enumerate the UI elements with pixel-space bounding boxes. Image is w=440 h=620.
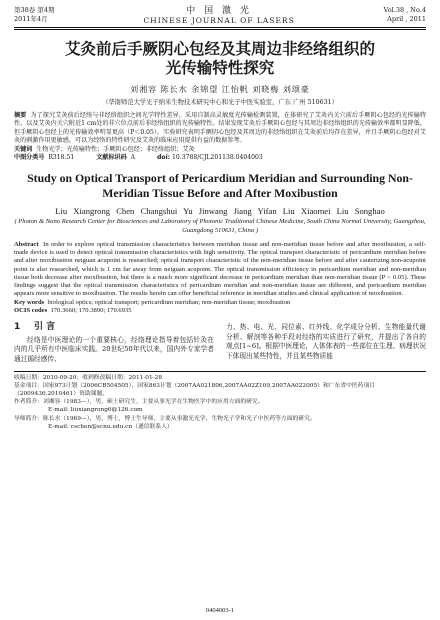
abstract-en: [14, 241, 426, 299]
footnotes: [14, 374, 426, 431]
keywords-cn-label: 关键词: [14, 145, 33, 153]
footnote-rule: [14, 371, 426, 372]
affiliation-en: ( Photon & Nano Research Center for Biosciences and Laboratory of Photonic Traditional Chinese Medicine, South China Normal University, Guangzhou, Guangdong 510631, China ): [14, 218, 426, 235]
affiliation-cn: （华南师范大学光子纳米生物技术研究中心和光子中医实验室，广东 广州 510631）: [102, 99, 338, 106]
date-en: April , 2011: [387, 15, 426, 23]
paper-title-cn: [14, 40, 426, 78]
ocis-text: 170.3660; 170.3890; 170.6935: [50, 307, 132, 314]
footnote-author-bio: 作者简介：刘湘容（1983—），男，硕士研究生，主要从事光学在生物医学中的应用方面的研究。: [14, 399, 264, 406]
doi-value: 10.3788/CJL201138.0404003: [172, 154, 263, 162]
footnote-advisor-email: E-mail: cschen@scnu.edu.cn（通信联系人）: [48, 423, 173, 430]
title-cn-line-1: 艾灸前后手厥阴心包经及其周边非经络组织的: [64, 40, 375, 58]
page-number: 0404003-1: [205, 607, 235, 614]
ocis-label: OCIS codes: [14, 307, 48, 314]
body-column-right: [226, 323, 426, 364]
classification-row: [14, 154, 426, 162]
doi-label: doi:: [157, 154, 171, 162]
ocis-codes: [14, 307, 426, 315]
footnote-funding: 基金项目：国家973计划（2006CB504505）、国家863计划（2007AA021806,2007AA02Z109,2007AA022005）和广东省中医药项目（2009436,2010461）资助课题。: [14, 382, 376, 398]
keywords-cn: [14, 146, 426, 154]
abstract-cn-text: 为了探究艾灸前后经络与非经络组织之间光学特性差异，采用自制高灵敏度光传输检测装置，在体研究了艾灸内关穴前后手厥阴心包经的光传输特性，以及艾灸内关穴附近1 cm处的非穴位点前后非经络组织的光传输特性。结果发现艾灸后手厥阴心包经与其周边非经络组织的光传输效率都明显降低，但手厥阴心包经上的光传输效率明显更高（P＜0.05）。实验研究表明手厥阴心包经及其周边的非经络组织在艾灸前后均存在差异，并且手厥阴心包经对艾灸的刺激作用更敏感，可以为经络的特性研究及艾灸的临床应用提供有益的数据参考。: [14, 112, 427, 145]
running-header: [14, 6, 426, 25]
header-rule: [14, 27, 426, 28]
volume-issue-cn: 第38卷 第4期: [14, 6, 55, 14]
section-heading: [14, 323, 214, 333]
title-cn-line-2: 光传输特性探究: [165, 59, 275, 77]
abstract-cn: [14, 112, 426, 146]
doc-code-value: A: [130, 154, 136, 162]
body-text-left: 经络是中医理论的一个重要核心，经络理论指导着包括针灸在内的几乎所有中医临床实践。20世纪50年代以来，国内外专家学者通过循经感传、: [14, 335, 214, 364]
authors-cn: 刘湘容 陈长水 余锦望 江怡帆 刘晓梅 刘颂豪: [130, 85, 310, 94]
body-text-right: 力、热、电、光、同位素、红外线、化学成分分析、生物能量代谢分析、解剖等各种手段对经络的实质进行了研究，并提出了各自的观点[1~6]。根据中医理论，人体体表的一些部位在生理、病理状况下体现出某些特性，并且某些物质能: [226, 323, 426, 361]
paper-title-en: Study on Optical Transport of Pericardium Meridian and Surrounding Non-Meridian Tissue Before and After Moxibustion: [27, 171, 413, 201]
header-rule-thin: [14, 29, 426, 30]
body-column-left: [14, 323, 214, 364]
body-columns: [14, 323, 426, 364]
volume-issue-en: Vol.38 , No.4: [383, 6, 426, 14]
abstract-en-label: Abstract: [14, 240, 39, 248]
footnote-received: 收稿日期：2010-09-20；收到修改稿日期：2011-01-28: [14, 374, 163, 381]
abstract-cn-label: 摘要: [14, 112, 27, 119]
clc-value: R318.51: [48, 154, 75, 162]
section-number: 1: [14, 322, 21, 333]
clc-label: 中图分类号: [14, 154, 45, 162]
date-cn: 2011年4月: [14, 15, 48, 23]
footnote-author-email: E-mail: liuxiangrong6@126.com: [48, 407, 143, 414]
doc-code-label: 文献标识码: [96, 154, 127, 162]
footnote-advisor-bio: 导师简介：陈长水（1969—），男，博士，博士生导师，主要从事激光光学、生物光子学和光子中医药等方面的研究。: [14, 415, 316, 422]
keywords-en: [14, 299, 426, 307]
keywords-cn-text: 生物光学；光传输特性；手厥阴心包经；非经络组织；艾灸: [36, 145, 195, 153]
section-title: 引 言: [34, 322, 56, 333]
keywords-en-text: biological optics; optical transport; pericardium meridian; non-meridian tissue; moxibustion: [47, 298, 291, 306]
journal-title-cn: 中 国 激 光: [186, 6, 252, 16]
abstract-en-text: In order to explore optical transmission characteristics between meridian tissue and non-meridian tissue before and after moxibustion, a self-made device is used to detect optical transmission characteristics with high sensitivity. The optical transport characteristic of pericardium meridian before and after moxibustion neiguan acupoint is researched; optical transport characteristic of the non-meridian tissue before and after cauterizing non-acupoint point is also researched, which is 1 cm far away from neiguan acupoint. The optical transmission efficiency in pericardium meridian and non-meridian tissue both decrease after moxibustion, but there is a much more significant decrease in pericardium meridian than non-meridian tissue (P < 0.05). These findings suggest that the optical transmission characteristics of pericardium meridian and non-meridian tissue are different, and pericardium meridian appears more sensitive to moxibustion. The results herein can offer beneficial reference in meridian studies and clinical application of moxibustion.: [14, 240, 427, 298]
keywords-en-label: Key words: [14, 298, 45, 306]
authors-en: Liu Xiangrong Chen Changshui Yu Jinwang Jiang Yifan Liu Xiaomei Liu Songhao: [55, 206, 385, 217]
journal-title-en: CHINESE JOURNAL OF LASERS: [143, 16, 295, 25]
